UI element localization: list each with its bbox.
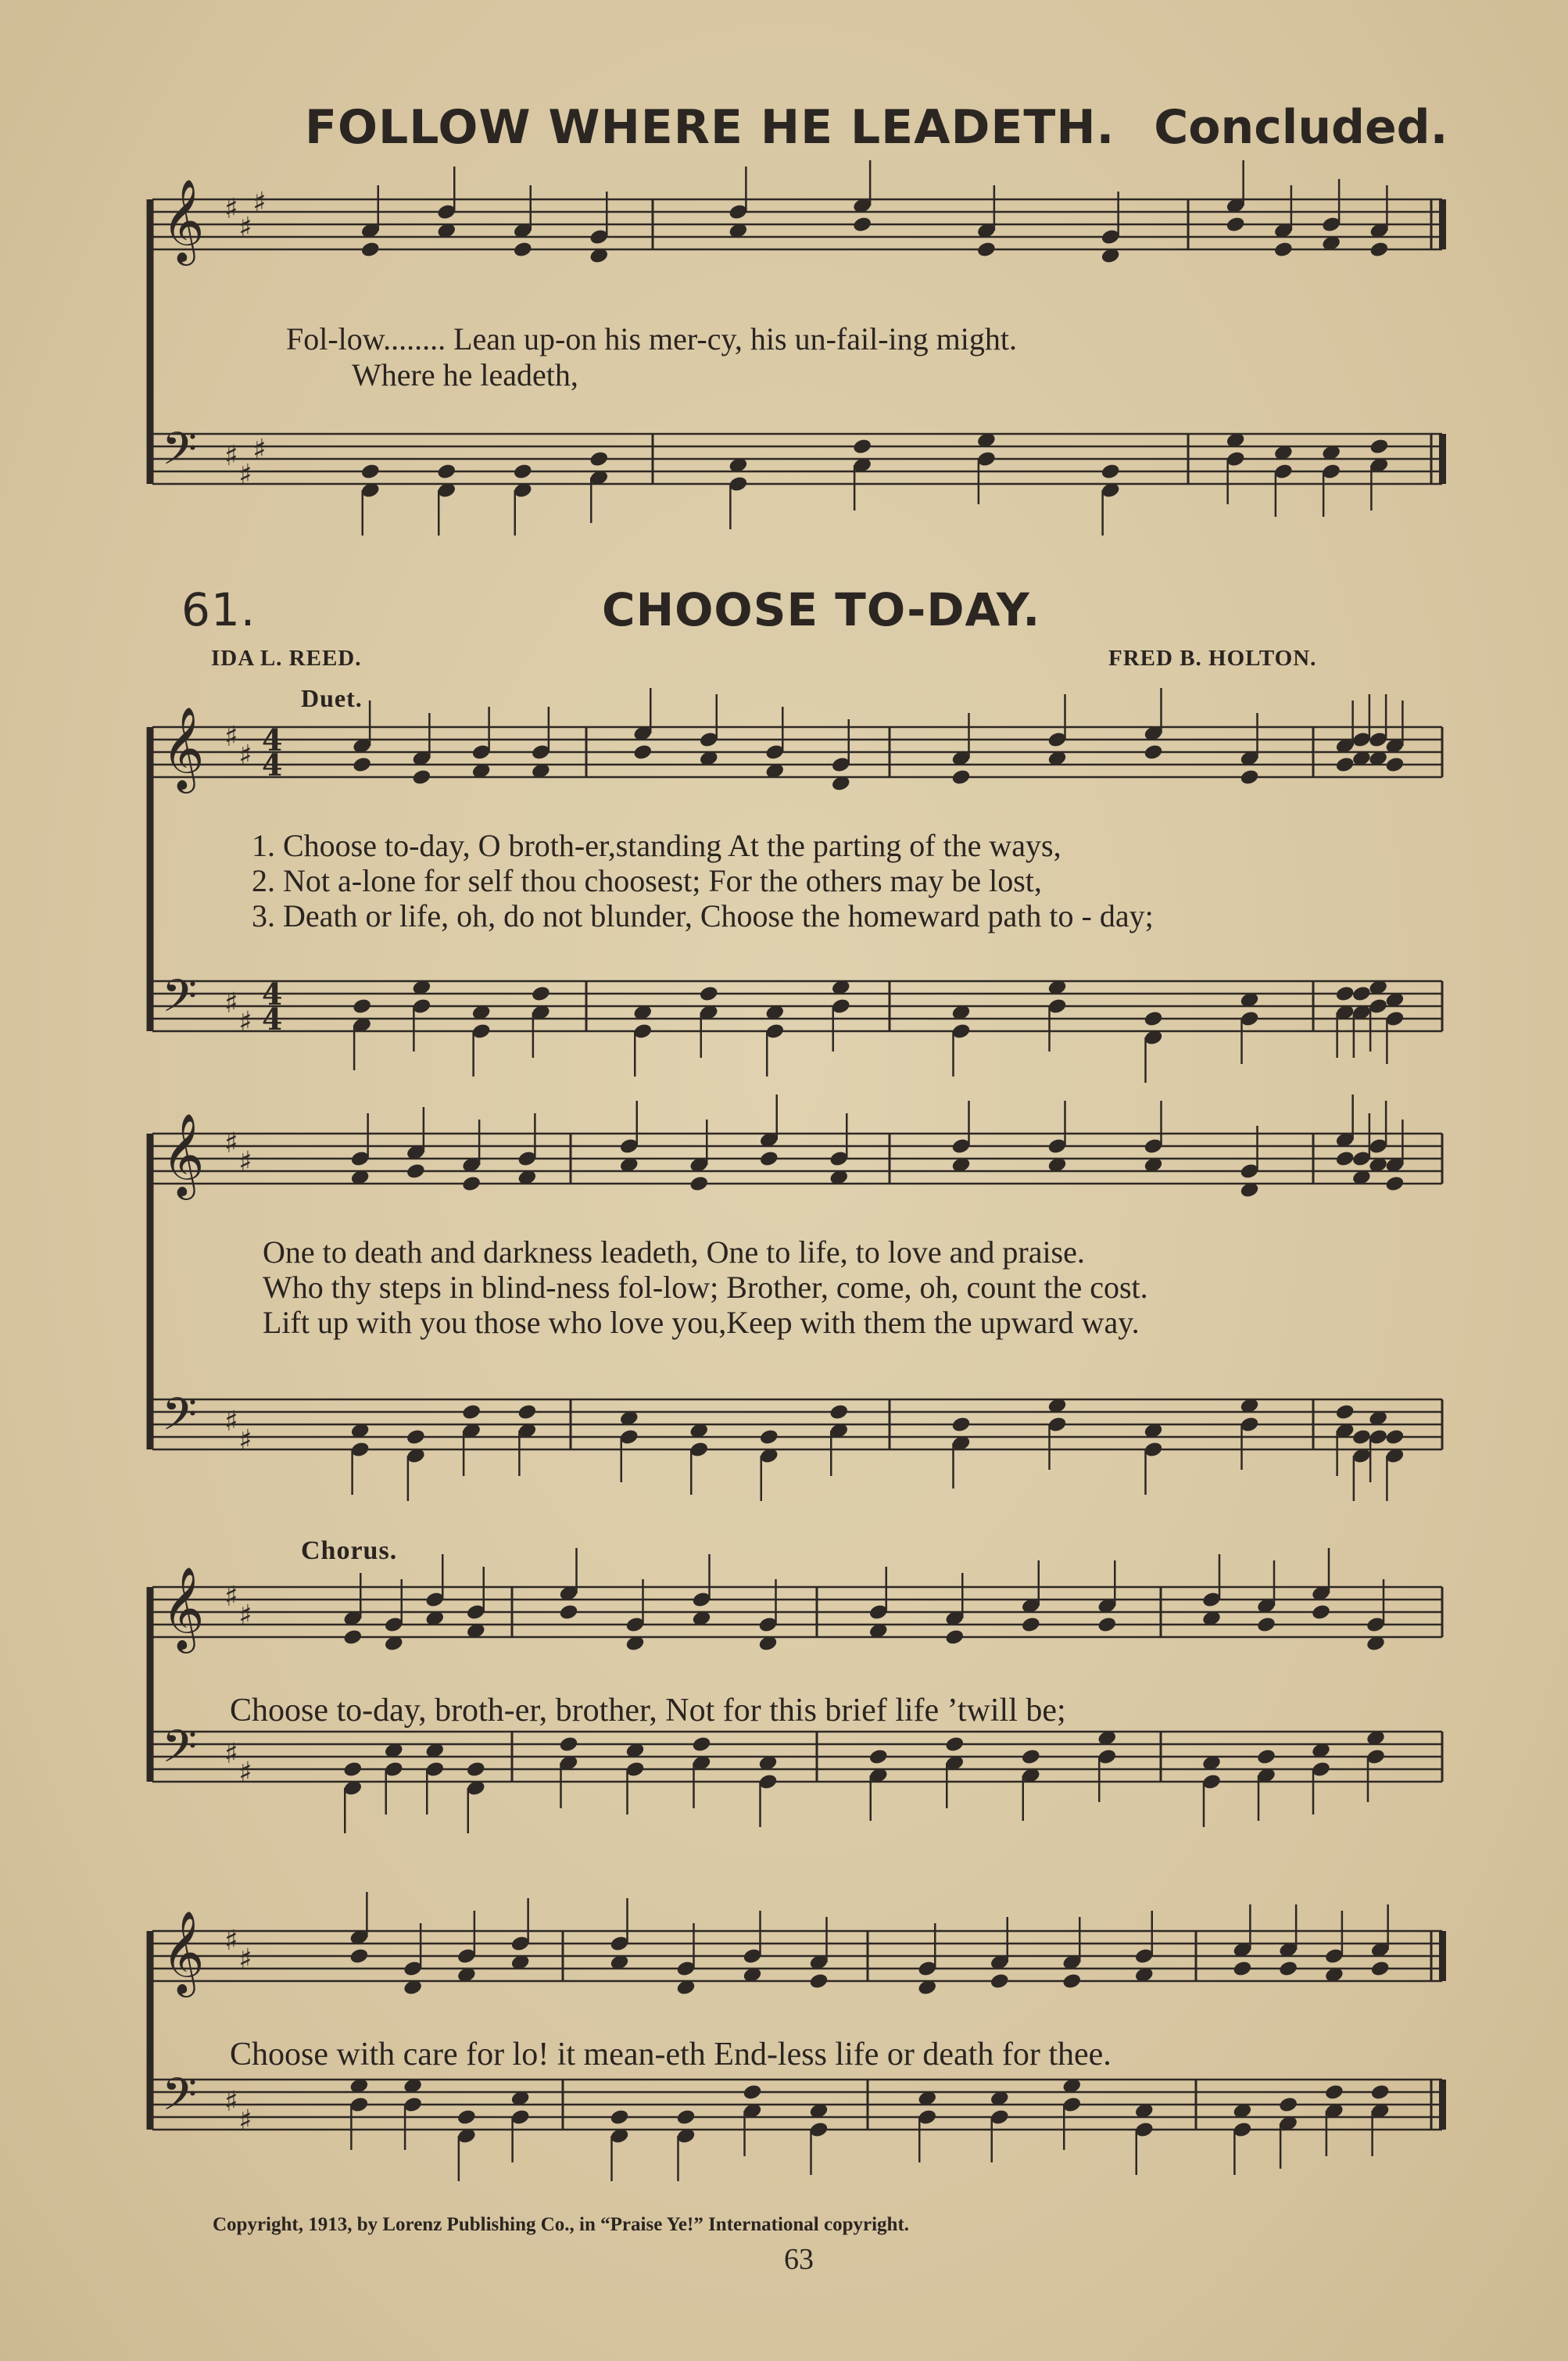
- svg-text:♯: ♯: [224, 1127, 238, 1159]
- svg-text:♯: ♯: [238, 2105, 252, 2137]
- svg-text:𝄢: 𝄢: [162, 1388, 198, 1452]
- svg-text:♯: ♯: [224, 987, 238, 1019]
- svg-text:𝄞: 𝄞: [162, 1112, 205, 1196]
- svg-text:♯: ♯: [238, 740, 252, 772]
- hymn-composer: FRED B. HOLTON.: [1108, 646, 1317, 671]
- svg-text:♯: ♯: [238, 212, 252, 244]
- svg-text:𝄢: 𝄢: [162, 422, 198, 486]
- verse1-line1: 1. Choose to-day, O broth-er,standing At the parting of the ways,: [252, 828, 1061, 863]
- svg-text:♯: ♯: [224, 1581, 238, 1613]
- top-hymn-lyric-line1: Fol-low........ Lean up-on his mer-cy, his un-fail-ing might.: [286, 321, 1017, 356]
- svg-text:♯: ♯: [238, 1944, 252, 1976]
- chorus-line1: Choose to-day, broth-er, brother, Not for this brief life ’twill be;: [230, 1693, 1066, 1729]
- chorus-line2: Choose with care for lo! it mean-eth End-less life or death for thee.: [230, 2037, 1112, 2073]
- hymn-title: CHOOSE TO-DAY.: [602, 583, 1041, 636]
- svg-text:♯: ♯: [224, 1925, 238, 1957]
- verse2-line1: One to death and darkness leadeth, One to life, to love and praise.: [263, 1234, 1085, 1270]
- svg-text:4: 4: [262, 747, 283, 783]
- top-hymn-lyric-line2: Where he leadeth,: [352, 357, 578, 392]
- duet-label: Duet.: [301, 684, 363, 712]
- svg-text:♯: ♯: [224, 721, 238, 753]
- svg-text:♯: ♯: [238, 459, 252, 491]
- svg-text:♯: ♯: [224, 1738, 238, 1770]
- svg-text:♯: ♯: [224, 1406, 238, 1438]
- svg-text:4: 4: [262, 1001, 283, 1037]
- svg-text:♯: ♯: [224, 2086, 238, 2118]
- svg-text:4: 4: [262, 722, 283, 758]
- svg-text:𝄞: 𝄞: [162, 1910, 205, 1994]
- verse1-line2: 2. Not a-lone for self thou choosest; For the others may be lost,: [252, 863, 1042, 898]
- verse2-line2: Who thy steps in blind-ness fol-low; Brother, come, oh, count the cost.: [263, 1270, 1148, 1305]
- svg-text:♯: ♯: [238, 1006, 252, 1038]
- svg-text:♯: ♯: [238, 1424, 252, 1456]
- svg-text:𝄞: 𝄞: [162, 1566, 205, 1650]
- svg-text:♯: ♯: [224, 193, 238, 225]
- svg-text:4: 4: [262, 976, 283, 1012]
- svg-text:𝄞: 𝄞: [162, 178, 205, 262]
- hymn-author: IDA L. REED.: [211, 646, 362, 671]
- top-hymn-title-text: FOLLOW WHERE HE LEADETH.: [305, 100, 1115, 155]
- hymn-number: 61.: [181, 583, 256, 636]
- svg-text:𝄢: 𝄢: [162, 969, 198, 1034]
- svg-text:♯: ♯: [224, 440, 238, 472]
- svg-text:♯: ♯: [238, 1757, 252, 1789]
- svg-text:♯: ♯: [252, 434, 267, 466]
- svg-text:♯: ♯: [238, 1600, 252, 1632]
- svg-text:♯: ♯: [238, 1146, 252, 1178]
- svg-text:𝄢: 𝄢: [162, 1720, 198, 1784]
- page-number: 63: [784, 2243, 814, 2276]
- svg-text:♯: ♯: [252, 187, 267, 219]
- svg-text:𝄞: 𝄞: [162, 706, 205, 790]
- top-hymn-title-suffix: Concluded.: [1154, 100, 1448, 155]
- verse1-line3: 3. Death or life, oh, do not blunder, Choose the homeward path to - day;: [252, 898, 1154, 933]
- copyright-notice: Copyright, 1913, by Lorenz Publishing Co., in “Praise Ye!” International copyright.: [213, 2214, 910, 2235]
- svg-text:𝄢: 𝄢: [162, 2068, 198, 2132]
- chorus-label: Chorus.: [301, 1536, 398, 1565]
- top-hymn-title: [305, 100, 1448, 155]
- verse2-line3: Lift up with you those who love you,Keep with them the upward way.: [263, 1305, 1140, 1340]
